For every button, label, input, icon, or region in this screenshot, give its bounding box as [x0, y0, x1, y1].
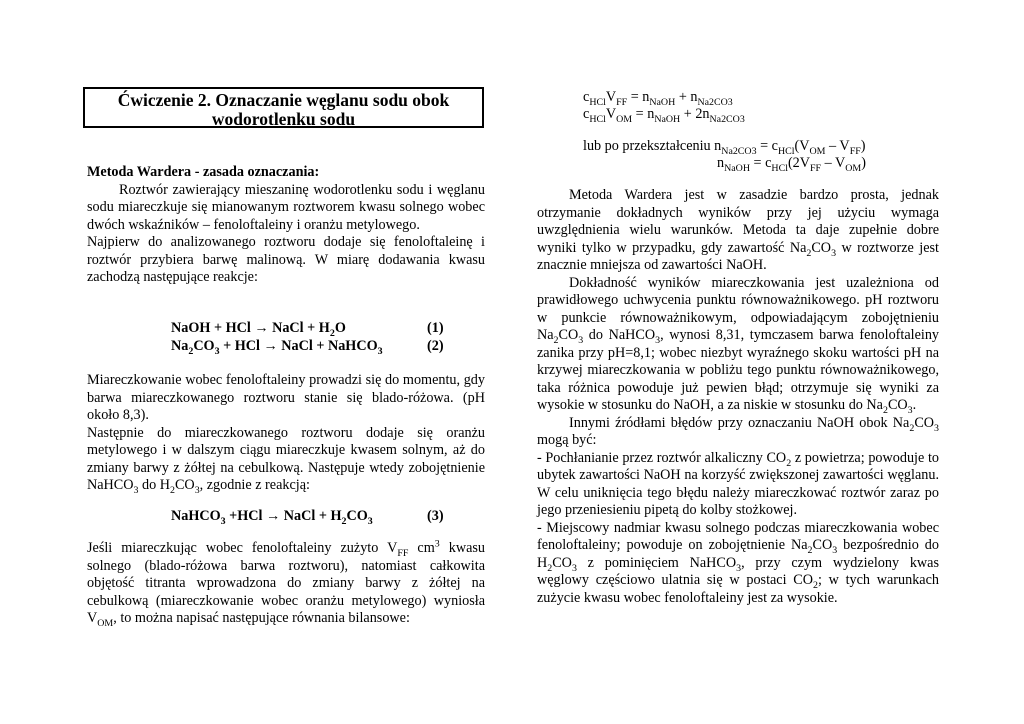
- bullet-co2-absorption: - Pochłanianie przez roztwór alkaliczny $CO_2$ z powietrza; powoduje to ubytek zawartości NaOH na korzyść zwiększonej zawartości węglanu. W celu uniknięcia tego błędu należy miareczkować roztwór zaraz po jego przeniesieniu pipetą do kolby stożkowej.: [537, 449, 939, 518]
- exercise-title-line1: Ćwiczenie 2. Oznaczanie węglanu sodu obok: [117, 90, 450, 110]
- paragraph-error-sources: Innymi źródłami błędów przy oznaczaniu NaOH obok $Na_2CO_3$ mogą być:: [537, 414, 939, 448]
- method-heading: Metoda Wardera - zasada oznaczania:: [87, 164, 320, 180]
- paragraph-phenolphthalein: Najpierw do analizowanego roztworu dodaje się fenoloftaleinę i roztwór przybiera barwę malinową. W miarę dodawania kwasu zachodzą następujące reakcje:: [87, 234, 485, 285]
- balance-transformed-1: lub po przekształceniu $n_{Na2CO3} = c_{HCl}(V_{OM} - V_{FF})$: [583, 138, 866, 157]
- paragraph-intro: Roztwór zawierający mieszaninę wodorotlenku sodu i węglanu sodu miareczkuje się mianowanym roztworem kwasu solnego wobec dwóch wskaźników – fenoloftaleiny i oranżu metylowego.: [87, 181, 485, 233]
- reaction-2: [87, 338, 485, 356]
- reaction-2-number: (2): [427, 338, 444, 354]
- reaction-1-equation: NaOH + HCl → NaCl + $H_2O$: [171, 320, 346, 339]
- balance-transformed-2: $n_{NaOH} = c_{HCl}(2V_{FF} - V_{OM})$: [717, 155, 866, 174]
- paragraph-method-simplicity: Metoda Wardera jest w zasadzie bardzo prosta, jednak otrzymanie dokładnych wyników przy jej użyciu wymaga uwzględnienia wielu warunków. Metoda ta daje zupełnie dobre wyniki tylko w przypadku, gdy zawartość $Na_2CO_3$ w roztworze jest znacznie mniejsza od zawartości NaOH.: [537, 187, 939, 273]
- balance-equation-1: $c_{HCl}V_{FF} = n_{NaOH} + n_{Na2CO3}$: [583, 89, 733, 108]
- balance-equation-2: $c_{HCl}V_{OM} = n_{NaOH} + 2n_{Na2CO3}$: [583, 106, 745, 125]
- reaction-2-equation: $Na_2CO_3$ + HCl → NaCl + NaHCO$_3$: [171, 338, 383, 357]
- paragraph-volumes: Jeśli miareczkując wobec fenoloftaleiny zużyto $V_{FF}$ $cm^3$ kwasu solnego (blado-różowa barwa roztworu), natomiast całkowita objętość titranta wprowadzona do zmiany barwy z żółtej na cebulkową (miareczkowanie wobec oranżu metylowego) wyniosła $V_{OM}$, to można napisać następujące równania bilansowe:: [87, 538, 485, 629]
- reaction-3: [87, 508, 485, 526]
- paragraph-titration-end: Miareczkowanie wobec fenoloftaleiny prowadzi się do momentu, gdy barwa miareczkowanego roztworu stanie się blado-różowa. (pH około 8,3).: [87, 372, 485, 423]
- paragraph-methyl-orange: Następnie do miareczkowanego roztworu dodaje się oranżu metylowego i w dalszym ciągu miareczkuje kwasem solnym, aż do zmiany barwy z żółtej na cebulkową. Następuje wtedy zobojętnienie NaHCO$_3$ do $H_2CO_3$, zgodnie z reakcją:: [87, 424, 485, 496]
- exercise-title-box: [83, 87, 484, 128]
- paragraph-accuracy: Dokładność wyników miareczkowania jest uzależniona od prawidłowego uchwycenia punktu równoważnikowego. pH roztworu w punkcie równoważnikowym, odpowiadającym zobojętnieniu $Na_2CO_3$ do NaHCO$_3$, wynosi 8,31, tymczasem barwa fenoloftaleiny zanika przy pH=8,1; wobec niezbyt wyraźnego skoku wartości pH na krzywej miareczkowania w pobliżu tego punktu równoważnikowego, taka różnica powoduje już pewien błąd; otrzymuje się wyniki za wysokie w stosunku do NaOH, a za niskie w stosunku do $Na_2CO_3$.: [537, 274, 940, 416]
- bullet-local-excess: - Miejscowy nadmiar kwasu solnego podczas miareczkowania wobec fenoloftaleiny; powoduje on zobojętnienie $Na_2CO_3$ bezpośrednio do $H_2CO_3$ z pominięciem NaHCO$_3$, przy czym wydzielony kwas węglowy częściowo ulatnia się w postaci $CO_2$; w tych warunkach zużycie kwasu wobec fenoloftaleiny jest za wysokie.: [537, 519, 939, 606]
- reaction-1-number: (1): [427, 320, 444, 336]
- reaction-1: [87, 320, 485, 338]
- reaction-3-equation: NaHCO$_3$ +HCl → NaCl + $H_2CO_3$: [171, 508, 373, 527]
- reaction-3-number: (3): [427, 508, 444, 524]
- exercise-title-line2: wodorotlenku sodu: [211, 109, 356, 129]
